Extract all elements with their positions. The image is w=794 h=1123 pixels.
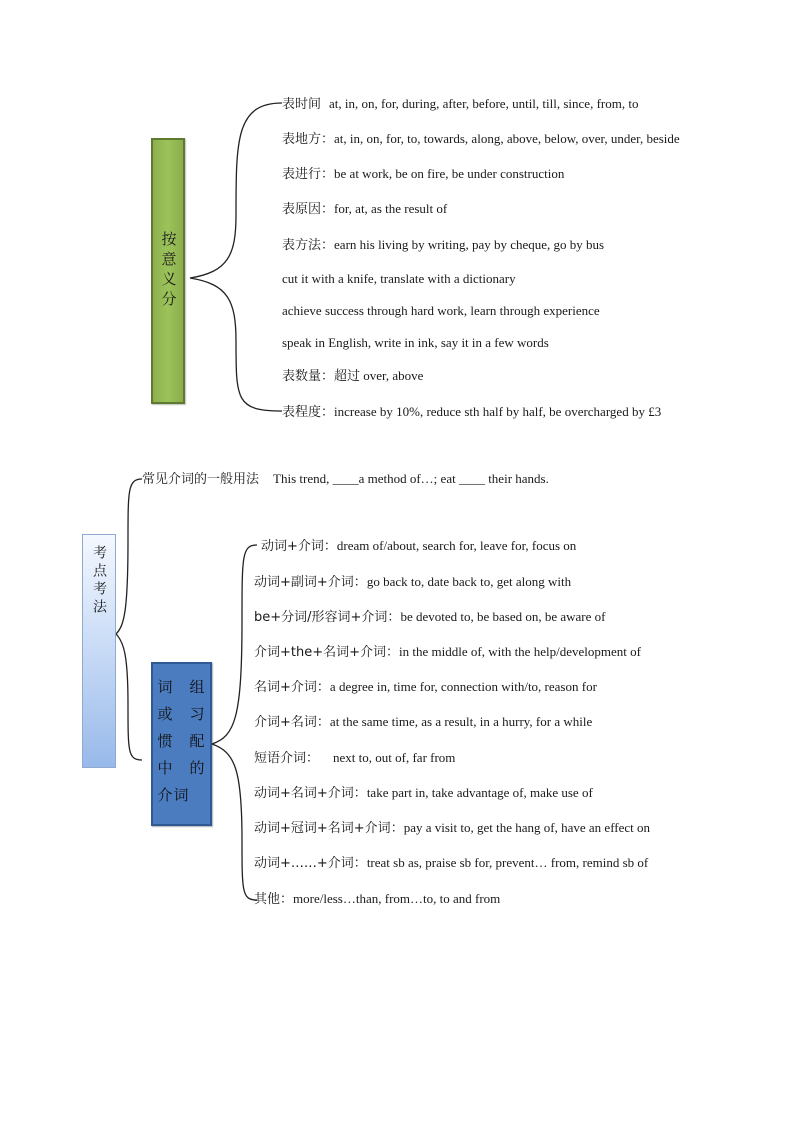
meaning-item xyxy=(282,334,549,352)
item-text: a degree in, time for, connection with/to, reason for xyxy=(329,679,597,694)
phrase-box-line: 词组 xyxy=(157,678,206,696)
meaning-item: 表地方：at, in, on, for, to, towards, along, above, below, over, under, beside xyxy=(282,131,680,147)
phrase-item: 动词+名词+介词：take part in, take advantage of, make use of xyxy=(254,785,593,801)
item-key: 其他 xyxy=(254,892,281,907)
item-key: 动词+……+介词 xyxy=(254,856,354,871)
item-text: go back to, date back to, get along with xyxy=(366,574,572,589)
item-key: 名词+介词 xyxy=(254,680,317,695)
phrase-item: 动词+冠词+名词+介词：pay a visit to, get the hang of, have an effect on xyxy=(254,820,651,836)
phrase-item: 介词+the+名词+介词：in the middle of, with the help/development of xyxy=(254,644,641,660)
item-text: treat sb as, praise sb for, prevent… from, remind sb of xyxy=(366,855,649,870)
meaning-item: 表数量：超过 over, above xyxy=(282,368,424,384)
item-key: 表程度 xyxy=(282,405,322,420)
phrase-item: 其他：more/less…than, from…to, to and from xyxy=(254,891,501,907)
meaning-item: 表程度：increase by 10%, reduce sth half by half, be overcharged by £3 xyxy=(282,404,662,420)
item-text: pay a visit to, get the hang of, have an effect on xyxy=(403,820,651,835)
meaning-item xyxy=(282,302,600,320)
phrase-item: 动词+介词：dream of/about, search for, leave for, focus on xyxy=(261,538,577,554)
brace-phrase xyxy=(212,545,257,900)
meaning-item: 表进行：be at work, be on fire, be under construction xyxy=(282,166,565,182)
phrase-item: be+分词/形容词+介词：be devoted to, be based on, be aware of xyxy=(254,609,606,625)
item-text: at, in, on, for, to, towards, along, above, below, over, under, beside xyxy=(334,131,680,146)
item-text: cut it with a knife, translate with a dictionary xyxy=(282,271,516,286)
item-key: 动词+名词+介词 xyxy=(254,786,354,801)
item-text: next to, out of, far from xyxy=(333,750,456,765)
topic-box-label: 按意义分 xyxy=(159,231,178,311)
meaning-item: 表方法：earn his living by writing, pay by cheque, go by bus xyxy=(282,237,605,253)
item-text: be at work, be on fire, be under construction xyxy=(334,166,565,181)
meaning-item xyxy=(282,270,516,288)
topic-box-by-meaning xyxy=(151,138,185,404)
item-text: earn his living by writing, pay by cheque, go by bus xyxy=(334,237,605,252)
item-key: 动词+副词+介词 xyxy=(254,575,354,590)
item-text: more/less…than, from…to, to and from xyxy=(293,891,501,906)
item-key: 表数量 xyxy=(282,369,322,384)
item-text: for, at, as the result of xyxy=(334,201,448,216)
brace-meaning xyxy=(190,103,282,411)
phrase-box-line: 介词 xyxy=(157,786,190,804)
brace-exam xyxy=(116,479,142,760)
phrase-box-line: 或习 xyxy=(157,705,206,723)
meaning-item: 表原因：for, at, as the result of xyxy=(282,201,448,217)
general-usage-item xyxy=(142,470,549,489)
item-text: in the middle of, with the help/development of xyxy=(399,644,641,659)
item-key: 表方法 xyxy=(282,238,322,253)
phrase-item: 介词+名词：at the same time, as a result, in a hurry, for a while xyxy=(254,714,593,730)
item-key: 介词+名词 xyxy=(254,715,317,730)
item-text: dream of/about, search for, leave for, focus on xyxy=(336,538,577,553)
item-key: 常见介词的一般用法 xyxy=(142,472,260,487)
phrase-item: 短语介词： next to, out of, far from xyxy=(254,750,456,766)
item-key: 介词+the+名词+介词 xyxy=(254,645,387,660)
item-text: at, in, on, for, during, after, before, until, till, since, from, to xyxy=(329,96,639,111)
item-text: at the same time, as a result, in a hurry, for a while xyxy=(329,714,593,729)
item-key: 动词+介词 xyxy=(261,539,324,554)
item-key: 短语介词 xyxy=(254,751,307,766)
phrase-item: 动词+副词+介词：go back to, date back to, get along with xyxy=(254,574,572,590)
topic-box-exam-points xyxy=(82,534,116,768)
item-text: be devoted to, be based on, be aware of xyxy=(400,609,606,624)
item-key: 表地方 xyxy=(282,132,322,147)
phrase-box-line: 中的 xyxy=(157,759,206,777)
item-key: 表进行 xyxy=(282,167,322,182)
item-key: 表原因 xyxy=(282,202,322,217)
phrase-box-line: 惯配 xyxy=(157,732,206,750)
topic-box-phrase-prepositions xyxy=(151,662,212,826)
item-text: achieve success through hard work, learn through experience xyxy=(282,303,600,318)
item-text: increase by 10%, reduce sth half by half, be overcharged by £3 xyxy=(334,404,662,419)
phrase-item: 名词+介词：a degree in, time for, connection with/to, reason for xyxy=(254,679,597,695)
item-text: This trend, ____a method of…; eat ____ their hands. xyxy=(273,471,549,486)
item-text: 超过 over, above xyxy=(334,368,424,383)
item-key: be+分词/形容词+介词 xyxy=(254,610,388,625)
item-key: 动词+冠词+名词+介词 xyxy=(254,821,391,836)
phrase-item: 动词+……+介词：treat sb as, praise sb for, prevent… from, remind sb of xyxy=(254,855,649,871)
meaning-item xyxy=(282,95,638,114)
item-text: take part in, take advantage of, make use of xyxy=(366,785,593,800)
item-text: speak in English, write in ink, say it in a few words xyxy=(282,335,549,350)
topic-box-label: 考点考法 xyxy=(91,545,107,617)
item-key: 表时间 xyxy=(282,97,322,112)
